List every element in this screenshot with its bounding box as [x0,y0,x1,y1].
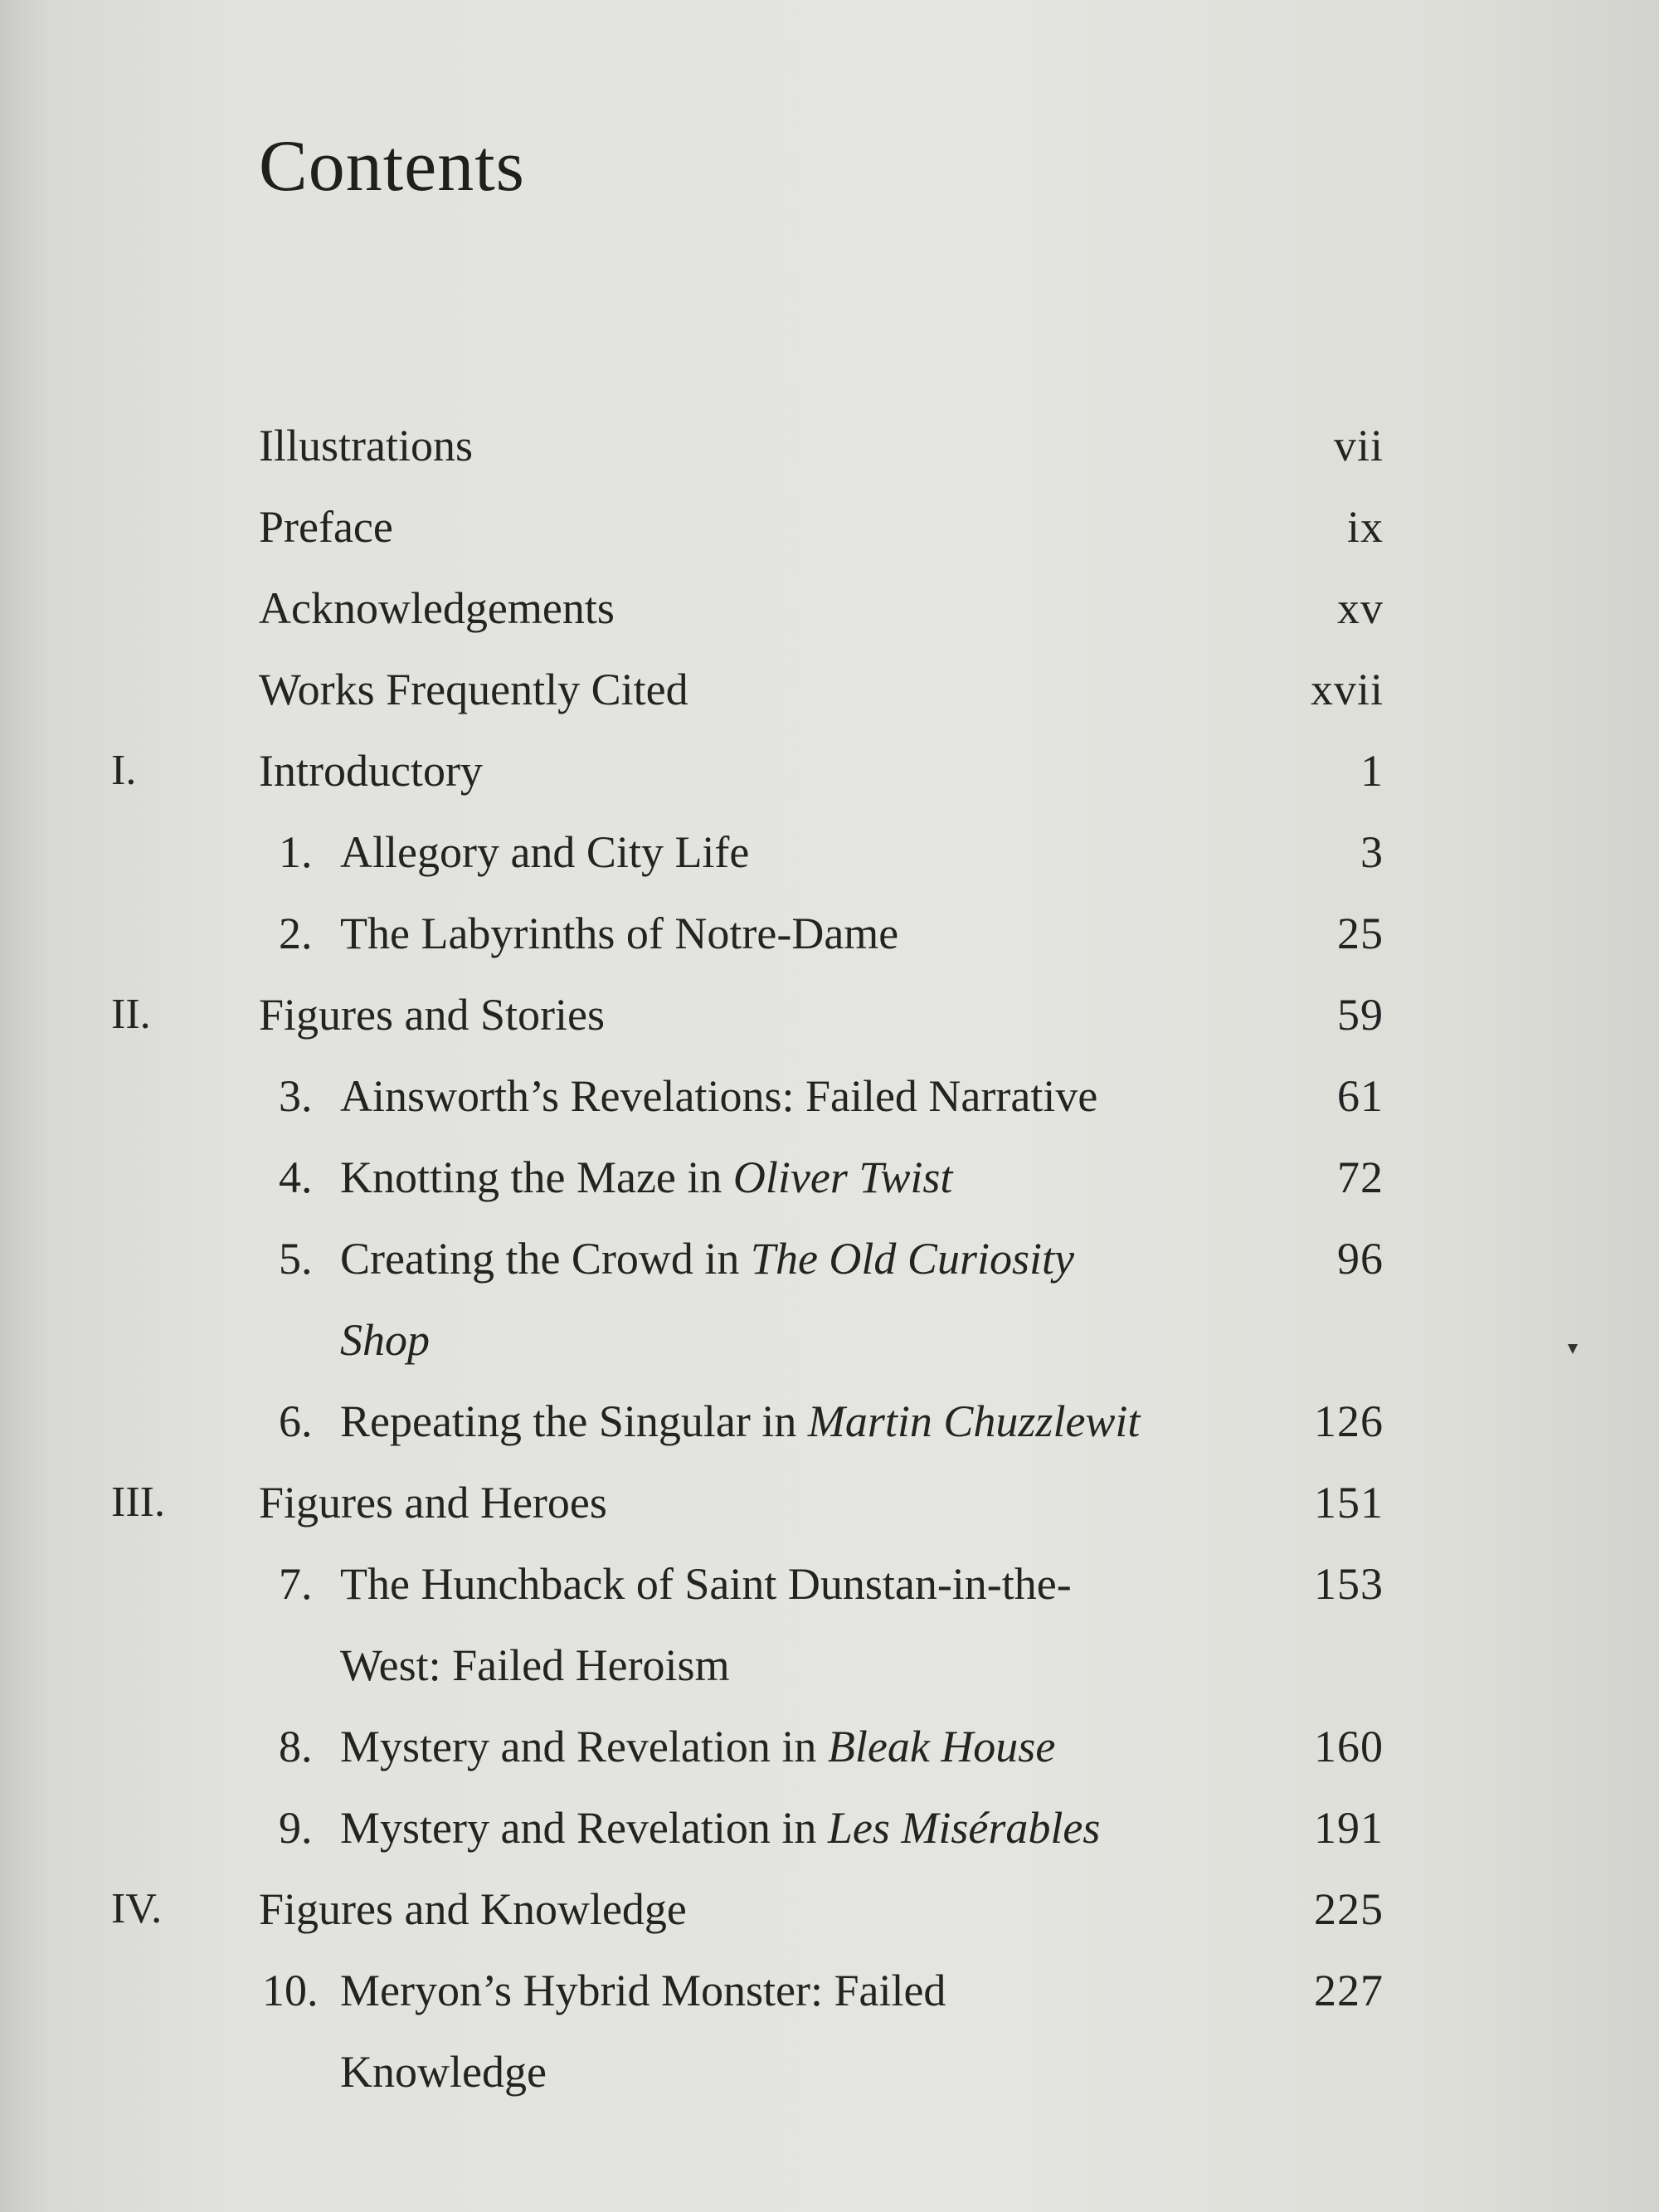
toc-entry-label: Preface [259,502,393,552]
toc-page-number: 72 [1337,1152,1384,1202]
toc-page-number: 151 [1314,1478,1384,1527]
toc-chapter-8 [0,1717,1659,1776]
toc-page-number: 96 [1337,1234,1384,1284]
toc-part-4 [0,1880,1659,1938]
toc-entry-acknowledgements [0,579,1659,637]
toc-chapter-7-continued [0,1636,1659,1694]
chapter-title: Allegory and City Life [340,827,750,877]
toc-entry-label: Works Frequently Cited [259,665,688,714]
chapter-title-continuation: Knowledge [340,2047,547,2097]
chapter-title-continuation: Shop [340,1315,430,1365]
toc-page-number: xv [1337,583,1384,633]
chapter-number: 8. [279,1722,313,1771]
toc-page-number: 1 [1360,746,1384,796]
toc-part-3 [0,1474,1659,1532]
chapter-number: 5. [279,1234,313,1284]
toc-entry-label: Acknowledgements [259,583,615,633]
chapter-number: 3. [279,1071,313,1121]
toc-page-number: xvii [1310,665,1384,714]
chapter-title: The Labyrinths of Notre-Dame [340,909,899,958]
toc-page-number: 160 [1314,1722,1384,1771]
toc-entry-works-cited [0,660,1659,719]
toc-chapter-5 [0,1230,1659,1288]
chapter-number: 2. [279,909,313,958]
chapter-title: Mystery and Revelation in Bleak House [340,1722,1056,1771]
toc-part-1 [0,742,1659,800]
chapter-title: The Hunchback of Saint Dunstan-in-the- [340,1559,1072,1609]
toc-chapter-10 [0,1961,1659,2020]
chapter-number: 4. [279,1152,313,1202]
toc-page-number: 227 [1314,1966,1384,2015]
chapter-title: Repeating the Singular in Martin Chuzzlewit [340,1396,1141,1446]
toc-page-number: 25 [1337,909,1384,958]
toc-chapter-3 [0,1067,1659,1125]
toc-page-number: 225 [1314,1884,1384,1934]
part-numeral: II. [111,991,151,1038]
part-label: Introductory [259,746,483,796]
toc-chapter-5-continued [0,1311,1659,1369]
toc-chapter-7 [0,1555,1659,1613]
page-title: Contents [259,126,525,207]
toc-page-number: ix [1346,502,1384,552]
part-numeral: III. [111,1479,165,1526]
toc-entry-label: Illustrations [259,421,473,470]
toc-chapter-6 [0,1392,1659,1450]
chapter-number: 6. [279,1396,313,1446]
toc-part-2 [0,986,1659,1044]
chapter-number: 7. [279,1559,313,1609]
chapter-title: Meryon’s Hybrid Monster: Failed [340,1966,946,2015]
toc-entry-preface [0,498,1659,556]
chapter-number: 9. [279,1803,313,1853]
chapter-title: Creating the Crowd in The Old Curiosity [340,1234,1074,1284]
part-label: Figures and Heroes [259,1478,607,1527]
toc-chapter-4 [0,1148,1659,1206]
toc-page-number: 126 [1314,1396,1384,1446]
part-numeral: IV. [111,1885,163,1932]
toc-page-number: 3 [1360,827,1384,877]
toc-chapter-9 [0,1799,1659,1857]
toc-page-number: 191 [1314,1803,1384,1853]
toc-page-number: 61 [1337,1071,1384,1121]
chapter-title: Knotting the Maze in Oliver Twist [340,1152,953,1202]
toc-page-number: 153 [1314,1559,1384,1609]
toc-page-number: 59 [1337,990,1384,1040]
chapter-title: Ainsworth’s Revelations: Failed Narrative [340,1071,1098,1121]
chapter-number: 10. [262,1966,319,2015]
toc-chapter-2 [0,904,1659,962]
pen-mark-icon [1568,1344,1578,1354]
toc-page-number: vii [1333,421,1384,470]
toc-chapter-1 [0,823,1659,881]
toc-chapter-10-continued [0,2043,1659,2101]
chapter-title: Mystery and Revelation in Les Misérables [340,1803,1101,1853]
part-label: Figures and Knowledge [259,1884,687,1934]
part-numeral: I. [111,747,137,794]
part-label: Figures and Stories [259,990,605,1040]
chapter-title-continuation: West: Failed Heroism [340,1640,730,1690]
toc-entry-illustrations [0,417,1659,475]
chapter-number: 1. [279,827,313,877]
